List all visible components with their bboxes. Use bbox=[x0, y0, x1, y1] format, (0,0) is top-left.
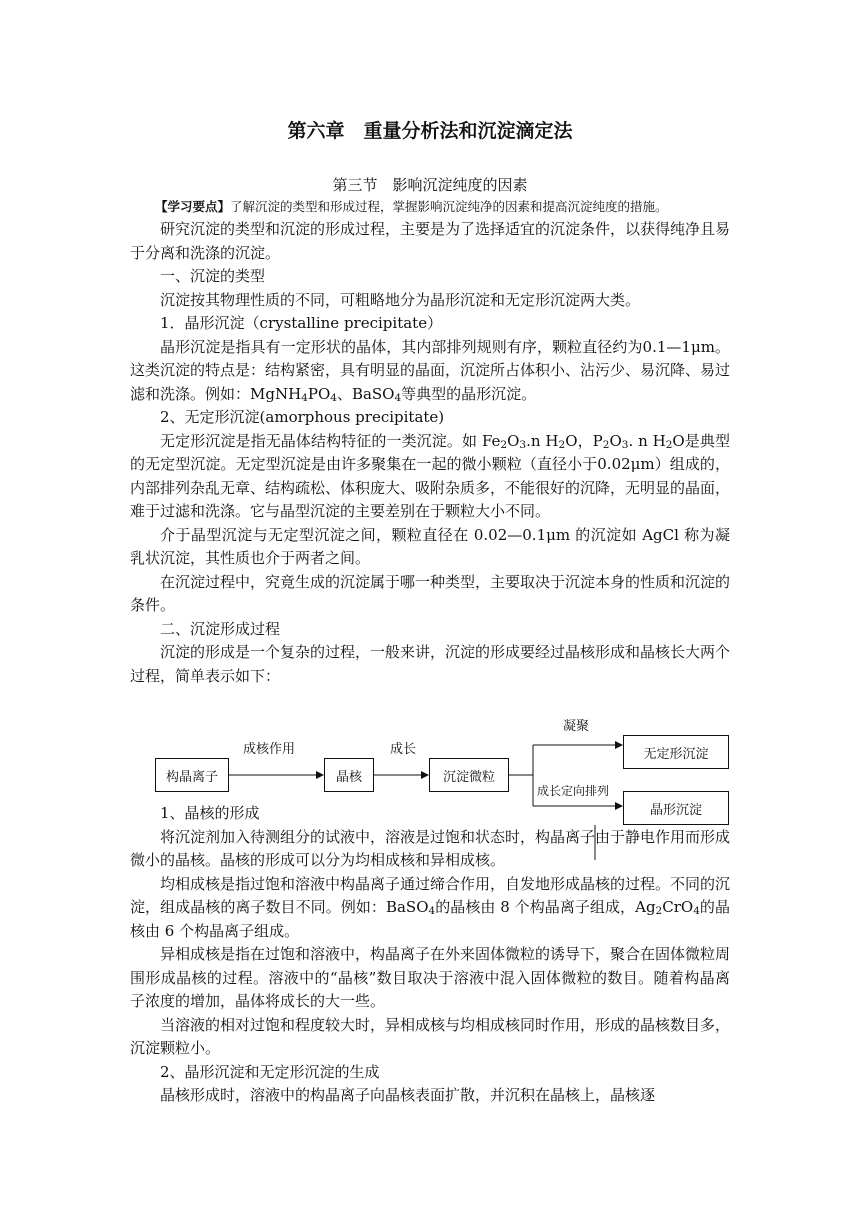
chapter-title: 第六章 重量分析法和沉淀滴定法 bbox=[287, 120, 573, 142]
paragraph-depends: 在沉淀过程中，究竟生成的沉淀属于哪一种类型，主要取决于沉淀本身的性质和沉淀的条件。 bbox=[130, 572, 731, 614]
section-title: 第三节 影响沉淀纯度的因素 bbox=[332, 176, 528, 194]
heading-crystalline: 1．晶形沉淀（crystalline precipitate） bbox=[160, 314, 443, 332]
box-nucleus: 晶核 bbox=[324, 758, 374, 792]
key-points bbox=[130, 196, 730, 217]
heading-nucleus: 1、晶核的形成 bbox=[160, 804, 260, 822]
paragraph-amorphous: 无定形沉淀是指无晶体结构特征的一类沉淀。如 $Fe_2O_3.n$ $H_2O$，$P_2O_3$. n $H_2O$是典型的无定型沉淀。无定型沉淀是由许多聚集在一起的微小颗粒（直径小于0.02μm）组成的，内部排列杂乱无章、结构疏松、体积庞大、吸附杂质多，不能很好的沉降，无明显的晶面，难于过滤和洗涤。它与晶型沉淀的主要差别在于颗粒大小不同。 bbox=[130, 431, 731, 520]
label-oriented: 成长定向排列 bbox=[537, 784, 610, 798]
paragraph-nucleus: 将沉淀剂加入待测组分的试液中，溶液是过饱和状态时，构晶离子由于静电作用而形成微小的晶核。晶核的形成可以分为均相成核和异相成核。 bbox=[130, 827, 731, 869]
label-aggregation: 凝聚 bbox=[563, 719, 590, 734]
heading-types: 一、沉淀的类型 bbox=[160, 267, 266, 285]
box-amorphous: 无定形沉淀 bbox=[623, 735, 729, 769]
key-points-body: 了解沉淀的类型和形成过程，掌握影响沉淀纯净的因素和提高沉淀纯度的措施。 bbox=[230, 199, 668, 214]
key-points-head: 【学习要点】 bbox=[155, 199, 231, 214]
paragraph-process: 沉淀的形成是一个复杂的过程，一般来讲，沉淀的形成要经过晶核形成和晶核长大两个过程，简单表示如下： bbox=[130, 643, 731, 685]
paragraph-intro: 研究沉淀的类型和沉淀的形成过程，主要是为了选择适宜的沉淀条件，以获得纯净且易于分离和洗涤的沉淀。 bbox=[130, 220, 731, 262]
paragraph-heterogeneous: 异相成核是指在过饱和溶液中，构晶离子在外来固体微粒的诱导下，聚合在固体微粒周围形成晶核的过程。溶液中的“晶核”数目取决于溶液中混入固体微粒的数目。随着构晶离子浓度的增加，晶体将成长的大一些。 bbox=[130, 945, 731, 1010]
label-nucleation: 成核作用 bbox=[243, 742, 296, 757]
paragraph-homogeneous: 均相成核是指过饱和溶液中构晶离子通过缔合作用，自发地形成晶核的过程。不同的沉淀，组成晶核的离子数目不同。例如：BaSO$_4$的晶核由 8 个构晶离子组成，$Ag_2CrO_4$的晶核由 6 个构晶离子组成。 bbox=[130, 874, 731, 940]
paragraph-relative: 当溶液的相对过饱和程度较大时，异相成核与均相成核同时作用，形成的晶核数目多，沉淀颗粒小。 bbox=[130, 1015, 731, 1057]
paragraph-between: 介于晶型沉淀与无定型沉淀之间，颗粒直径在 0.02—0.1μm 的沉淀如 AgCl 称为凝乳状沉淀，其性质也介于两者之间。 bbox=[130, 525, 730, 567]
box-particles: 沉淀微粒 bbox=[429, 758, 509, 792]
label-growth: 成长 bbox=[390, 742, 417, 757]
heading-amorphous: 2、无定形沉淀(amorphous precipitate) bbox=[160, 408, 445, 426]
text-block-upper bbox=[130, 196, 730, 688]
box-crystalline: 晶形沉淀 bbox=[623, 791, 729, 825]
text-block-lower bbox=[130, 802, 730, 1108]
heading-generation: 2、晶形沉淀和无定形沉淀的生成 bbox=[160, 1062, 380, 1081]
paragraph-generation: 晶核形成时，溶液中的构晶离子向晶核表面扩散，并沉积在晶核上，晶核逐 bbox=[160, 1086, 656, 1104]
box-ions: 构晶离子 bbox=[155, 758, 229, 792]
paragraph-crystalline: 晶形沉淀是指具有一定形状的晶体，其内部排列规则有序，颗粒直径约为0.1—1μm。这类沉淀的特点是：结构紧密，具有明显的晶面，沉淀所占体积小、沾污少、易沉降、易过滤和洗涤。例如：$MgNH_4PO_4$、BaSO$_4$等典型的晶形沉淀。 bbox=[130, 337, 731, 404]
paragraph-types: 沉淀按其物理性质的不同，可粗略地分为晶形沉淀和无定形沉淀两大类。 bbox=[160, 290, 641, 309]
heading-process: 二、沉淀形成过程 bbox=[160, 619, 281, 638]
